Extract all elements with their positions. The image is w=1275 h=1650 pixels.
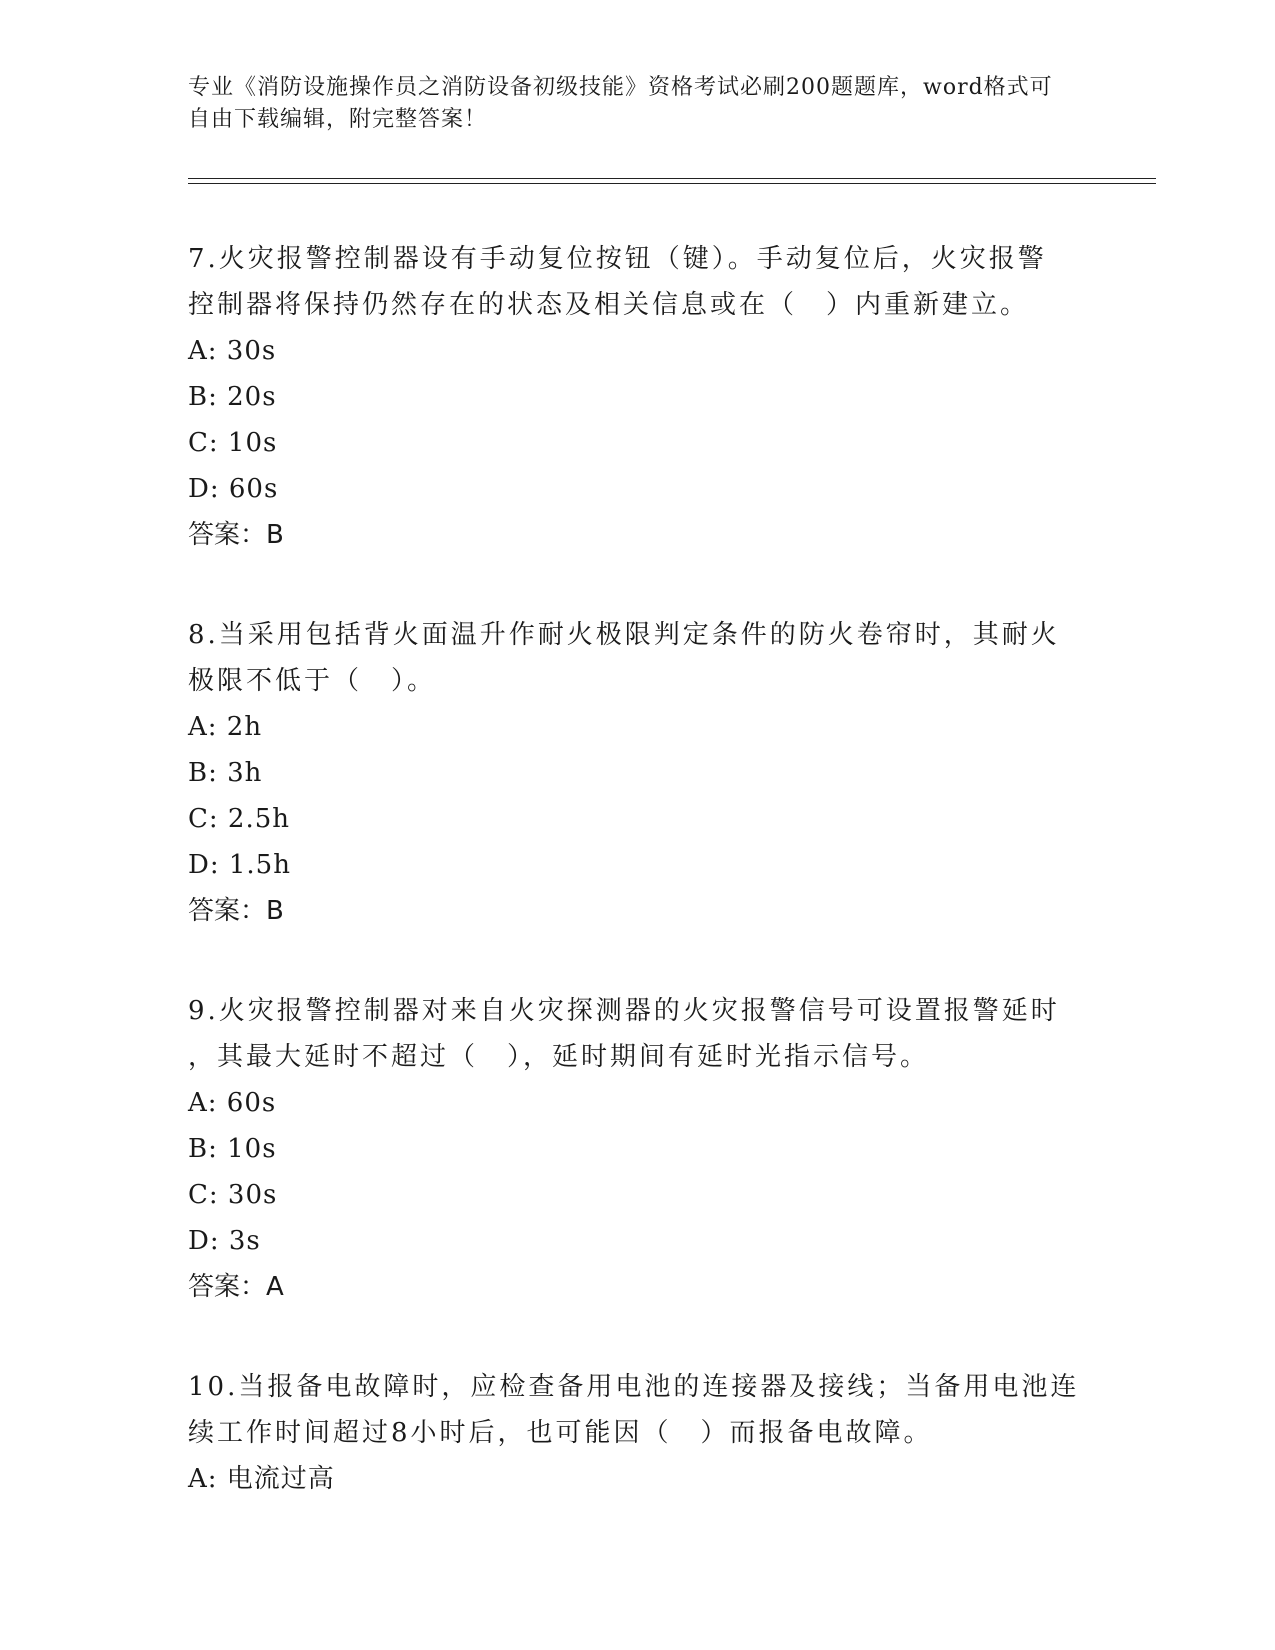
option-d: D: 1.5h: [188, 850, 291, 880]
header-rule-bottom: [188, 183, 1156, 184]
question-stem-line: 10.当报备电故障时，应检查备用电池的连接器及接线；当备用电池连: [188, 1372, 1080, 1402]
option-a: A: 电流过高: [188, 1464, 335, 1494]
question-stem-line: 8.当采用包括背火面温升作耐火极限判定条件的防火卷帘时，其耐火: [188, 620, 1060, 650]
answer-label: 答案：B: [188, 520, 284, 550]
option-a: A: 60s: [188, 1088, 277, 1118]
question-stem: [188, 236, 1088, 328]
question-stem-line: 7.火灾报警控制器设有手动复位按钮（键）。手动复位后，火灾报警: [188, 244, 1047, 274]
document-header: 专业《消防设施操作员之消防设备初级技能》资格考试必刷200题题库，word格式可自由下载编辑，附完整答案！: [188, 75, 1053, 132]
question-stem-line: 极限不低于（ ）。: [188, 666, 437, 696]
question-7: [188, 236, 1088, 558]
option-c: C: 10s: [188, 428, 278, 458]
option-b: B: 20s: [188, 382, 277, 412]
option-a: A: 30s: [188, 336, 277, 366]
question-stem-line: ，其最大延时不超过（ ），延时期间有延时光指示信号。: [188, 1042, 930, 1072]
answer-label: 答案：A: [188, 1272, 284, 1302]
option-c: C: 2.5h: [188, 804, 291, 834]
question-stem: [188, 612, 1088, 704]
question-stem-line: 9.火灾报警控制器对来自火灾探测器的火灾报警信号可设置报警延时: [188, 996, 1060, 1026]
question-stem: [188, 988, 1088, 1080]
option-b: B: 3h: [188, 758, 263, 788]
question-8: [188, 612, 1088, 934]
option-b: B: 10s: [188, 1134, 277, 1164]
question-9: [188, 988, 1088, 1310]
question-10: [188, 1364, 1088, 1502]
option-d: D: 3s: [188, 1226, 261, 1256]
option-d: D: 60s: [188, 474, 279, 504]
question-stem-line: 续工作时间超过8小时后，也可能因（ ）而报备电故障。: [188, 1418, 933, 1448]
option-c: C: 30s: [188, 1180, 278, 1210]
question-stem: [188, 1364, 1088, 1456]
question-stem-line: 控制器将保持仍然存在的状态及相关信息或在（ ）内重新建立。: [188, 290, 1030, 320]
option-a: A: 2h: [188, 712, 263, 742]
header-rule-top: [188, 178, 1156, 179]
question-list: [188, 236, 1088, 1502]
answer-label: 答案：B: [188, 896, 284, 926]
